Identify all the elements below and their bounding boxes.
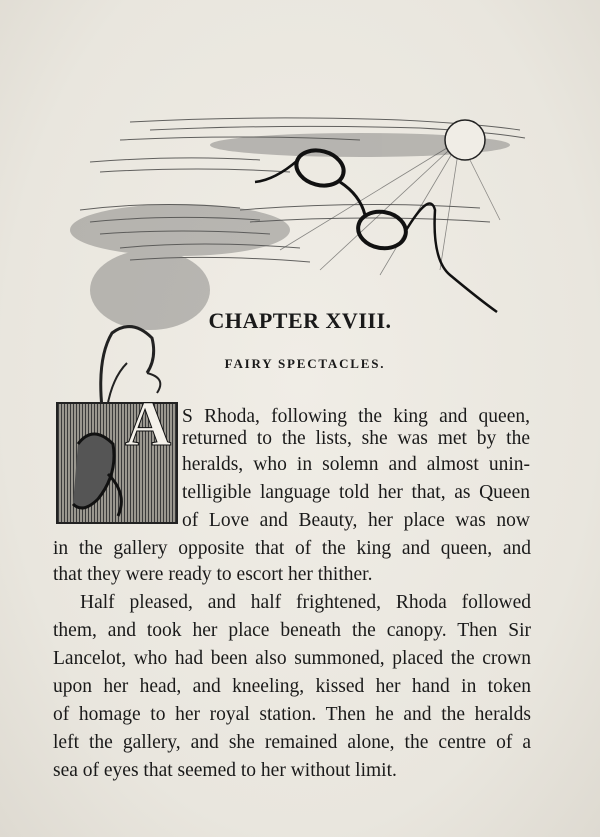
text-line: upon her head, and kneeling, kissed her hand in token xyxy=(53,676,531,697)
text-line: that they were ready to escort her thither. xyxy=(53,564,373,585)
text-line: heralds, who in solemn and almost unin- xyxy=(182,454,530,475)
chapter-title: CHAPTER XVIII. xyxy=(208,308,392,333)
text-line: of Love and Beauty, her place was now xyxy=(182,510,530,531)
text-line: telligible language told her that, as Queen xyxy=(182,482,530,503)
sun-face xyxy=(445,120,485,160)
text-line: sea of eyes that seemed to her without limit. xyxy=(53,760,397,781)
text-line: of homage to her royal station. Then he and the heralds xyxy=(53,704,531,725)
text-line: Lancelot, who had been also summoned, placed the crown xyxy=(53,648,531,669)
spectacles xyxy=(255,145,497,312)
text-line: returned to the lists, she was met by the xyxy=(182,428,530,449)
text-line: in the gallery opposite that of the king and queen, and xyxy=(53,538,531,559)
cloud-shading xyxy=(70,133,510,330)
chapter-subtitle: FAIRY SPECTACLES. xyxy=(224,356,386,371)
text-line: left the gallery, and she remained alone, the centre of a xyxy=(53,732,531,753)
dropcap-letter: A xyxy=(125,388,172,459)
text-line: S Rhoda, following the king and queen, xyxy=(182,406,530,427)
text-line: them, and took her place beneath the canopy. Then Sir xyxy=(53,620,531,641)
text-line: Half pleased, and half frightened, Rhoda followed xyxy=(80,592,531,613)
